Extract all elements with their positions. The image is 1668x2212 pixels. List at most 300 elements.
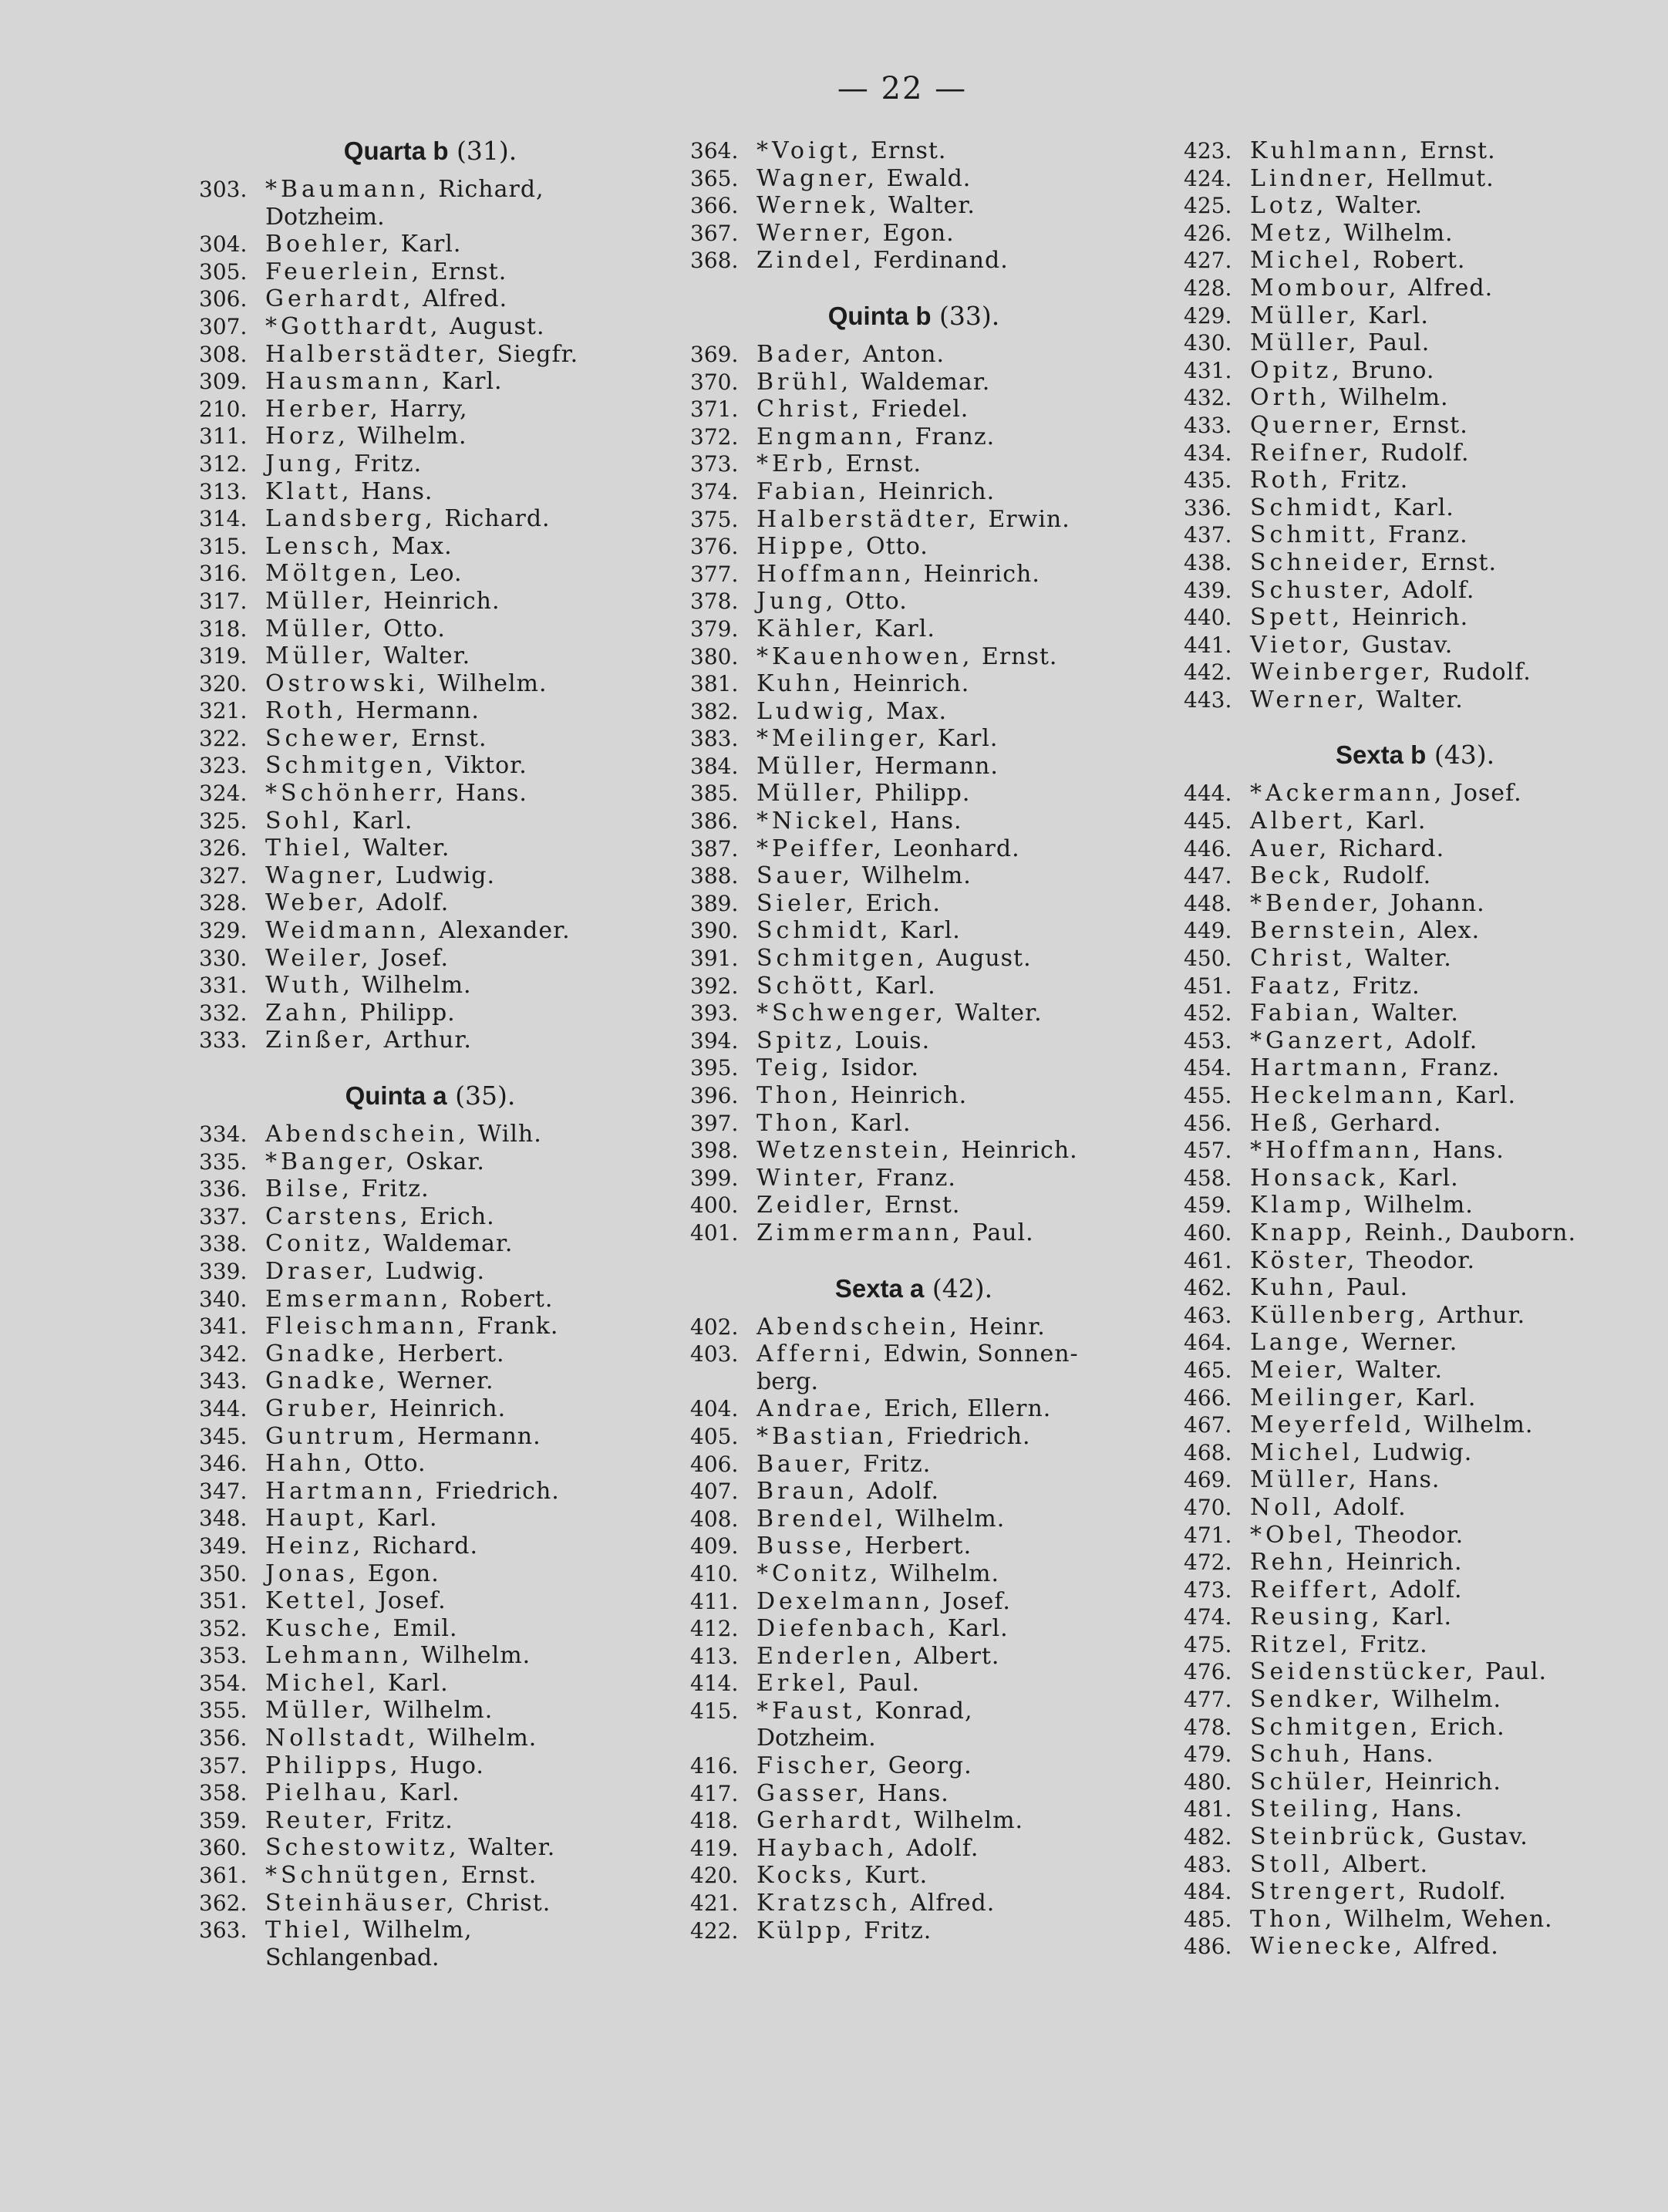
list-item (199, 1670, 662, 1698)
given-name: Wilhelm, (354, 1917, 473, 1944)
list-item (690, 1219, 1137, 1247)
given-name: Walter. (375, 642, 471, 670)
column-2 (690, 137, 1137, 1944)
entry-name (756, 1423, 1031, 1451)
entry-number: 406. (690, 1451, 739, 1477)
list-item (1184, 659, 1646, 686)
entry-name (265, 862, 495, 890)
given-name: Wilhelm. (413, 1642, 531, 1670)
entry-name (756, 1506, 1005, 1533)
given-name: Ernst. (973, 642, 1058, 670)
surname: Wuth, (265, 972, 354, 1000)
entry-number: 360. (199, 1835, 248, 1861)
entry-number: 459. (1184, 1192, 1232, 1219)
given-name: Adolf. (898, 1834, 979, 1862)
surname: Spitz, (756, 1027, 847, 1054)
entry-number: 320. (199, 670, 248, 696)
entry-number: 314. (199, 506, 248, 532)
list-item (1184, 549, 1646, 577)
entry-name (756, 506, 1070, 534)
entry-name (756, 1340, 1079, 1368)
surname: Hoffmann, (756, 560, 915, 588)
class-count: (43). (1434, 740, 1495, 770)
given-name: Karl. (867, 972, 936, 1000)
list-item (199, 1027, 662, 1054)
list-item (690, 1054, 1137, 1082)
entry-name (265, 1395, 506, 1423)
entry-number: 419. (690, 1835, 739, 1861)
entry-number: 306. (199, 286, 248, 312)
entry-number: 442. (1184, 659, 1232, 686)
surname: Zahn, (265, 999, 352, 1027)
given-name: Ewald. (878, 164, 972, 192)
surname: Boehler, (265, 231, 393, 258)
given-name: August. (928, 945, 1032, 973)
entry-number: 447. (1184, 863, 1232, 889)
entry-name (756, 780, 970, 808)
given-name: Paul. (963, 1219, 1034, 1246)
surname: Spett, (1250, 604, 1344, 632)
list-item (1184, 1686, 1646, 1714)
entry-name (265, 1587, 446, 1615)
given-name: Isidor. (832, 1054, 920, 1082)
given-name: Alexander. (430, 917, 571, 945)
list-item (1184, 1522, 1646, 1549)
surname: Klatt, (265, 477, 353, 505)
entry-continuation: berg. (756, 1367, 819, 1395)
list-item (199, 1917, 662, 1944)
entry-number: 364. (690, 138, 739, 164)
entry-name (1250, 1274, 1408, 1302)
surname: Küllenberg, (1250, 1301, 1430, 1329)
given-name: Heinrich. (1376, 1768, 1501, 1796)
entry-number: 375. (690, 506, 739, 532)
surname: *Voigt, (756, 137, 863, 164)
entry-name (1250, 220, 1454, 248)
class-count: (33). (939, 300, 1000, 331)
entry-number: 309. (199, 369, 248, 395)
list-item (199, 780, 662, 808)
given-name: Alex. (1410, 917, 1481, 945)
entry-number: 433. (1184, 412, 1232, 438)
entry-number: 477. (1184, 1687, 1232, 1713)
list-item (199, 1862, 662, 1890)
given-name: Karl. (1407, 1384, 1477, 1411)
surname: Wienecke, (1250, 1933, 1407, 1961)
given-name: Karl. (1383, 1603, 1453, 1631)
entry-number: 380. (690, 643, 739, 669)
column-3 (1184, 137, 1646, 1961)
entry-number: 321. (199, 698, 248, 724)
surname: Feuerlein, (265, 258, 423, 285)
surname: Meilinger, (1250, 1384, 1408, 1411)
list-item (690, 1423, 1137, 1451)
entry-name (756, 1219, 1034, 1247)
entry-number: 469. (1184, 1467, 1232, 1493)
list-item (690, 165, 1137, 193)
entry-number: 400. (690, 1192, 739, 1219)
entry-name (756, 1807, 1023, 1835)
given-name: Werner. (389, 1367, 494, 1395)
list-item (1184, 1274, 1646, 1302)
entry-name (265, 889, 449, 917)
list-item (1184, 1384, 1646, 1412)
entry-name (1250, 1796, 1463, 1823)
surname: Thon, (756, 1082, 843, 1109)
surname: Zinßer, (265, 1027, 376, 1054)
given-name: Adolf. (368, 889, 450, 917)
entry-number: 368. (690, 248, 739, 274)
list-item (1184, 577, 1646, 605)
given-name: Herbert. (389, 1340, 505, 1367)
given-name: Christ. (457, 1889, 551, 1917)
surname: Weinberger, (1250, 659, 1434, 686)
given-name: Wilhelm. (887, 1505, 1006, 1533)
entry-name (265, 588, 500, 615)
entry-name (1250, 1110, 1441, 1138)
entry-name (756, 1698, 972, 1725)
entry-number: 462. (1184, 1275, 1232, 1301)
given-name: Hugo. (401, 1752, 484, 1779)
entry-name (265, 560, 463, 588)
surname: Weidmann, (265, 917, 431, 945)
surname: Schuster, (1250, 576, 1394, 604)
entry-number: 452. (1184, 1000, 1232, 1027)
entry-name (1250, 192, 1423, 220)
surname: Wernek, (756, 192, 881, 220)
given-name: Karl. (1357, 808, 1427, 835)
column-1 (199, 137, 662, 1971)
list-item (199, 697, 662, 725)
list-item (199, 1725, 662, 1752)
given-name: Erwin. (979, 505, 1070, 533)
entry-name (756, 588, 908, 615)
surname: Busse, (756, 1533, 857, 1560)
list-item (690, 247, 1137, 275)
list-item (690, 1478, 1137, 1506)
entry-number: 401. (690, 1219, 739, 1246)
given-name: Hans. (1383, 1796, 1464, 1823)
list-item (690, 396, 1137, 423)
list-item (199, 176, 662, 204)
entry-number: 396. (690, 1083, 739, 1108)
list-item (199, 1533, 662, 1560)
given-name: Adolf. (1381, 1576, 1463, 1603)
entry-name (756, 1165, 956, 1192)
entry-number: 378. (690, 588, 739, 615)
list-item (199, 533, 662, 561)
entry-number: 446. (1184, 835, 1232, 862)
entry-name (265, 1258, 485, 1286)
surname: Thon, (1250, 1905, 1336, 1933)
surname: Thiel, (265, 835, 355, 862)
given-name: Ludwig. (1364, 1438, 1473, 1466)
entry-name (265, 533, 453, 561)
entry-name (756, 369, 990, 396)
list-item (1184, 1796, 1646, 1823)
entry-number: 313. (199, 478, 248, 504)
surname: Carstens, (265, 1202, 412, 1230)
given-name: Walter. (880, 192, 976, 220)
given-name: Waldemar. (375, 1230, 514, 1258)
list-item (690, 1340, 1137, 1368)
given-name: Ernst. (862, 137, 947, 164)
list-item (199, 1834, 662, 1862)
given-name: Fritz. (1351, 1630, 1428, 1658)
entry-number: 338. (199, 1231, 248, 1257)
entry-name (1250, 1906, 1553, 1934)
list-item (690, 1313, 1137, 1341)
section-heading (1184, 741, 1646, 769)
surname: Draser, (265, 1257, 378, 1285)
entry-name (756, 561, 1040, 588)
given-name: Ludwig. (386, 862, 495, 889)
entry-number: 476. (1184, 1659, 1232, 1685)
list-item (1184, 973, 1646, 1000)
surname: Michel, (1250, 1438, 1365, 1466)
surname: Klamp, (1250, 1192, 1356, 1219)
surname: Halberstädter, (756, 505, 980, 533)
given-name: Friedrich. (898, 1422, 1031, 1450)
given-name: Frank. (468, 1313, 559, 1340)
entry-name (265, 697, 480, 725)
entry-name (265, 1560, 440, 1588)
surname: Müller, (1250, 302, 1360, 329)
surname: Heckelmann, (1250, 1082, 1447, 1109)
entry-name (265, 1834, 555, 1862)
given-name: Fritz. (377, 1806, 453, 1834)
list-item (690, 670, 1137, 698)
surname: Bauer, (756, 1450, 855, 1478)
surname: Diefenbach, (756, 1615, 940, 1643)
given-name: Philipp. (866, 780, 971, 808)
surname: Brühl, (756, 368, 853, 396)
list-item (690, 945, 1137, 973)
surname: Brendel, (756, 1505, 888, 1533)
given-name: Ernst. (453, 1862, 537, 1890)
given-name: Oskar. (397, 1148, 485, 1175)
entry-name (265, 1478, 560, 1506)
entry-name (265, 1148, 485, 1176)
surname: Abendschein, (265, 1121, 470, 1148)
surname: Kettel, (265, 1587, 370, 1615)
surname: Müller, (265, 615, 376, 642)
surname: Jung, (756, 588, 837, 615)
given-name: Richard. (364, 1532, 478, 1560)
given-name: Edwin, Sonnen- (874, 1340, 1079, 1368)
entry-number: 322. (199, 725, 248, 751)
surname: Zimmermann, (756, 1219, 964, 1246)
entry-number: 356. (199, 1725, 248, 1752)
entry-number: 315. (199, 533, 248, 559)
entry-number: 470. (1184, 1494, 1232, 1520)
entry-name (756, 1917, 932, 1945)
entry-number: 394. (690, 1027, 739, 1054)
entry-number: 482. (1184, 1824, 1232, 1850)
entry-name (756, 670, 969, 698)
entry-name (756, 1862, 928, 1890)
entry-number: 357. (199, 1752, 248, 1779)
entry-number: 337. (199, 1203, 248, 1229)
list-item (199, 396, 662, 423)
entry-name (756, 1643, 999, 1671)
given-name: Hellmut. (1377, 164, 1494, 192)
entry-name (756, 698, 947, 726)
entry-number: 445. (1184, 808, 1232, 835)
entry-name (265, 780, 527, 808)
given-name: Waldemar. (852, 368, 991, 396)
list-item (199, 1000, 662, 1027)
entry-number: 437. (1184, 522, 1232, 548)
list-item (1184, 1357, 1646, 1384)
list-item (690, 1835, 1137, 1863)
class-name: Sexta a (834, 1273, 925, 1303)
given-name: Otto. (375, 615, 446, 642)
list-item (1184, 632, 1646, 659)
list-item (1184, 1027, 1646, 1055)
entry-name (756, 862, 972, 890)
list-item (690, 588, 1137, 615)
entry-number: 415. (690, 1698, 739, 1724)
entry-number: 438. (1184, 549, 1232, 575)
entry-name (1250, 1714, 1505, 1742)
list-item (199, 945, 662, 973)
surname: Haybach, (756, 1834, 898, 1862)
surname: Kähler, (756, 615, 867, 642)
list-item (199, 1367, 662, 1395)
list-item (1184, 1878, 1646, 1906)
entry-number: 344. (199, 1395, 248, 1421)
given-name: Bruno. (1343, 356, 1435, 384)
entry-name (756, 1137, 1078, 1165)
entry-number: 425. (1184, 193, 1232, 219)
entry-number: 431. (1184, 357, 1232, 383)
given-name: Leo. (401, 560, 463, 588)
list-item (199, 889, 662, 917)
entry-name (756, 615, 935, 643)
given-name: Heinrich. (870, 477, 996, 505)
entry-name (1250, 1603, 1452, 1631)
class-name: Sexta b (1335, 740, 1427, 770)
entry-name (1250, 467, 1408, 494)
list-item (199, 1642, 662, 1670)
given-name: Leonhard. (885, 835, 1020, 862)
given-name: Erich. (411, 1202, 495, 1230)
entry-number: 374. (690, 478, 739, 504)
given-name: Hans. (1360, 1466, 1441, 1494)
entry-name (265, 450, 422, 478)
list-item (199, 1148, 662, 1176)
list-item (690, 1780, 1137, 1808)
surname: Müller, (265, 1697, 376, 1725)
entry-name (265, 835, 450, 862)
surname: *Ganzert, (1250, 1027, 1397, 1054)
entry-name (265, 917, 571, 945)
entry-name (1250, 549, 1497, 577)
surname: Gruber, (265, 1394, 382, 1422)
surname: Reuter, (265, 1806, 378, 1834)
entry-name (1250, 275, 1493, 302)
given-name: Siegfr. (488, 340, 579, 368)
entry-name (1250, 1302, 1525, 1330)
entry-name (1250, 165, 1494, 193)
entry-number: 472. (1184, 1549, 1232, 1576)
entry-number: 461. (1184, 1247, 1232, 1273)
section-heading (199, 137, 662, 165)
surname: Braun, (756, 1478, 859, 1506)
entry-number: 483. (1184, 1851, 1232, 1877)
surname: Wagner, (265, 862, 387, 889)
list-item (199, 313, 662, 341)
given-name: Franz. (1411, 1054, 1501, 1082)
surname: Christ, (756, 396, 864, 423)
entry-name (265, 1862, 537, 1890)
given-name: Friedel. (863, 396, 969, 423)
given-name: Heinr. (960, 1313, 1046, 1340)
list-item (1184, 917, 1646, 945)
surname: Herber, (265, 395, 382, 423)
entry-name (265, 368, 503, 396)
given-name: Erich. (857, 889, 941, 917)
entry-name (1250, 384, 1449, 412)
surname: Rehn, (1250, 1549, 1338, 1576)
entry-number: 440. (1184, 605, 1232, 631)
entry-number: 373. (690, 451, 739, 477)
list-item (1184, 1466, 1646, 1494)
entry-number: 443. (1184, 686, 1232, 713)
entry-number: 417. (690, 1780, 739, 1806)
list-item (199, 808, 662, 835)
list-item (1184, 165, 1646, 193)
entry-name (265, 1000, 456, 1027)
entry-name (1250, 1549, 1463, 1576)
surname: Hausmann, (265, 368, 434, 396)
list-item (199, 862, 662, 890)
surname: *Erb, (756, 450, 837, 478)
given-name: Wilhelm, Wehen. (1336, 1905, 1553, 1933)
class-count: (42). (932, 1273, 993, 1303)
entry-name (756, 1027, 930, 1055)
entry-number: 455. (1184, 1083, 1232, 1108)
given-name: Ferdinand. (864, 247, 1009, 275)
entry-name (756, 137, 946, 165)
entry-name (265, 478, 433, 506)
entry-name (756, 1451, 931, 1479)
list-item (1184, 1219, 1646, 1247)
list-item (1184, 890, 1646, 918)
entry-name (1250, 1466, 1440, 1494)
entry-number: 365. (690, 165, 739, 191)
entry-name (756, 1890, 995, 1917)
entry-number: 308. (199, 341, 248, 367)
surname: Heinz, (265, 1532, 365, 1560)
list-item (690, 1643, 1137, 1671)
surname: Kuhlmann, (1250, 137, 1412, 164)
entry-number: 432. (1184, 385, 1232, 411)
entry-name (1250, 1631, 1428, 1659)
surname: Landsberg, (265, 505, 436, 533)
surname: Werner, (756, 219, 875, 247)
entry-name (1250, 1000, 1459, 1027)
surname: Lindner, (1250, 164, 1378, 192)
entry-name (265, 1450, 426, 1478)
list-item (1184, 808, 1646, 835)
entry-number: 473. (1184, 1576, 1232, 1603)
entry-name (1250, 357, 1434, 385)
given-name: Rudolf. (1434, 659, 1532, 686)
entry-number: 416. (690, 1753, 739, 1779)
list-item (199, 1121, 662, 1148)
